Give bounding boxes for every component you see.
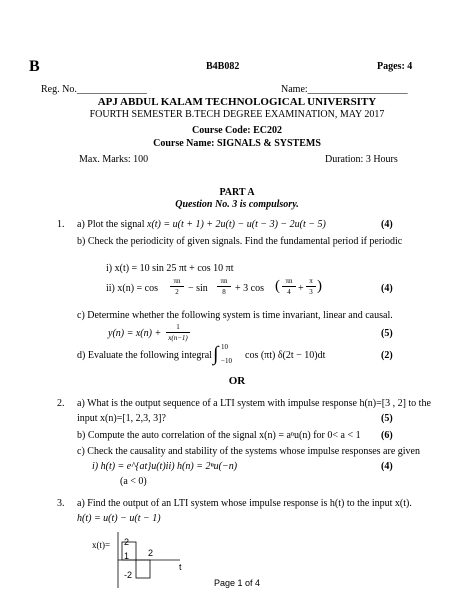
q1d-upper-limit: 10 <box>221 343 228 351</box>
q1a-text <box>77 219 326 230</box>
figure-label: x(t)= <box>92 540 111 550</box>
fig-tick-y-1: 1 <box>124 551 130 561</box>
fraction-bar <box>170 286 184 287</box>
q2b-text: b) Compute the auto correlation of the signal x(n) = aⁿu(n) for 0< a < 1 <box>77 430 361 441</box>
q1b-ii-post: + 3 cos <box>235 283 264 294</box>
q2c-condition: (a < 0) <box>120 476 147 487</box>
q1a-expression: x(t) = u(t + 1) + 2u(t) − u(t − 3) − 2u(t − 5) <box>147 219 326 230</box>
fig-tick-x-2: 2 <box>148 548 154 558</box>
paren-open: ( <box>275 278 280 294</box>
reg-no-field: Reg. No.______________ <box>41 84 147 95</box>
part-a-note: Question No. 3 is compulsory. <box>175 199 299 210</box>
q2-number: 2. <box>57 398 65 409</box>
q1b-ii-f4-den: 3 <box>309 288 313 296</box>
q3a-expression: h(t) = u(t) − u(t − 1) <box>77 513 161 524</box>
max-marks: Max. Marks: 100 <box>79 154 149 165</box>
q2a-text: a) What is the output sequence of a LTI system with impulse response h(n)=[3 , 2] to the <box>77 398 431 409</box>
fraction-bar <box>217 286 231 287</box>
q2a-marks: (5) <box>381 413 393 424</box>
fraction-bar <box>282 286 296 287</box>
q1b-i: i) x(t) = 10 sin 25 πt + cos 10 πt <box>106 263 234 274</box>
q2b-marks: (6) <box>381 430 393 441</box>
q1b-ii-plus: + <box>298 283 304 294</box>
integral-sign: ∫ <box>213 343 219 365</box>
q1a-marks: (4) <box>381 219 393 230</box>
q1b-ii-f2-den: 8 <box>222 288 226 296</box>
q1b-ii-mid: − sin <box>188 283 208 294</box>
q1c-text: c) Determine whether the following system is time invariant, linear and causal. <box>77 310 393 321</box>
name-field: Name:____________________ <box>281 84 408 95</box>
q1b-text: b) Check the periodicity of given signals. Find the fundamental period if periodic <box>77 236 403 247</box>
fig-tick-y-neg2: -2 <box>124 570 133 580</box>
negative-pulse <box>136 560 150 578</box>
q1b-ii-f3-den: 4 <box>287 288 291 296</box>
q2c-expression: i) h(t) = e^{at}u(t)ii) h(n) = 2ⁿu(−n) <box>92 461 238 472</box>
q1b-ii-prefix: ii) x(n) = cos <box>106 283 159 294</box>
q1c-marks: (5) <box>381 328 393 339</box>
q1a-label: a) Plot the signal <box>77 219 147 230</box>
course-name: Course Name: SIGNALS & SYSTEMS <box>153 138 321 149</box>
part-a-title: PART A <box>219 187 255 198</box>
page-footer: Page 1 of 4 <box>213 578 261 588</box>
fraction-bar <box>306 286 316 287</box>
q1b-ii-f4-num: π <box>309 277 313 285</box>
fig-axis-t: t <box>179 562 182 572</box>
duration: Duration: 3 Hours <box>325 154 398 165</box>
q1b-ii-f1-num: πn <box>173 277 181 285</box>
university-title: APJ ABDUL KALAM TECHNOLOGICAL UNIVERSITY <box>97 96 377 108</box>
q1d-text: d) Evaluate the following integral <box>77 350 212 361</box>
or-separator: OR <box>228 375 246 387</box>
q1d-integrand: cos (πt) δ(2t − 10)dt <box>245 350 326 361</box>
paper-code: B4B082 <box>206 61 240 72</box>
paren-close: ) <box>317 278 322 294</box>
q2a-text-2: input x(n)=[1, 2,3, 3]? <box>77 413 166 424</box>
fig-tick-y-2: 2 <box>124 537 130 547</box>
q1c-frac-num: 1 <box>176 323 180 331</box>
q1b-ii-f1-den: 2 <box>175 288 179 296</box>
course-code: Course Code: EC202 <box>192 125 282 136</box>
q3-number: 3. <box>57 498 65 509</box>
q1-number: 1. <box>57 219 65 230</box>
q1c-expression: y(n) = x(n) + <box>108 328 162 339</box>
q2c-text: c) Check the causality and stability of the systems whose impulse responses are given <box>77 446 420 457</box>
q3a-text: a) Find the output of an LTI system whose impulse response is h(t) to the input x(t). <box>77 498 412 509</box>
q1c-frac-den: x(n−1) <box>168 334 188 342</box>
page-count: Pages: 4 <box>377 61 413 72</box>
q1d-lower-limit: −10 <box>221 357 232 365</box>
fraction-bar <box>166 332 190 333</box>
q1b-marks: (4) <box>381 283 393 294</box>
q1b-ii-f2-num: πn <box>220 277 228 285</box>
q1b-ii-f3-num: πn <box>285 277 293 285</box>
exam-title: FOURTH SEMESTER B.TECH DEGREE EXAMINATION, MAY 2017 <box>89 109 385 120</box>
q1d-marks: (2) <box>381 350 393 361</box>
q2c-marks: (4) <box>381 461 393 472</box>
set-letter: B <box>29 58 40 75</box>
